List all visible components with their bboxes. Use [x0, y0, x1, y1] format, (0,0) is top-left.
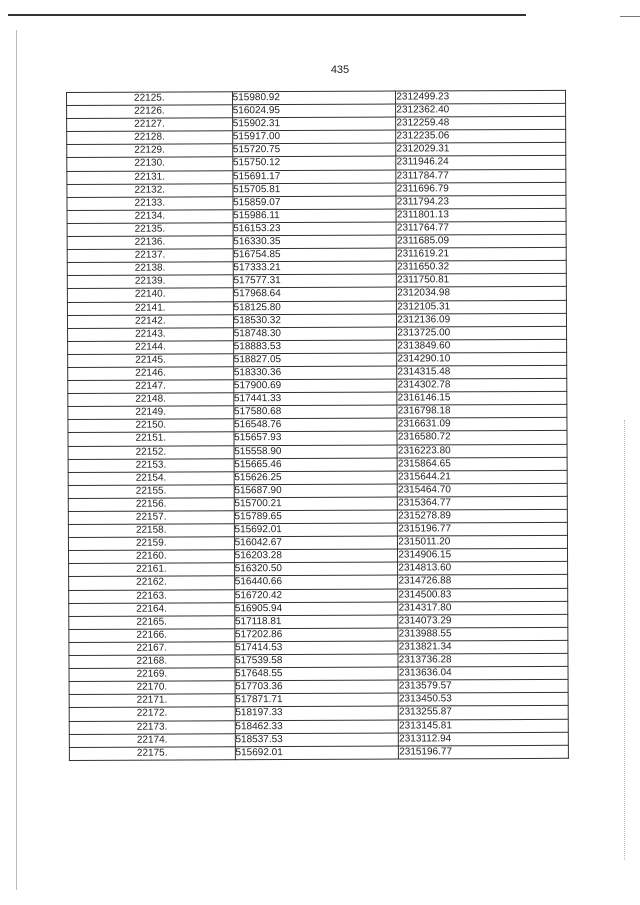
y-coordinate-cell: 2315011.20 — [398, 536, 568, 550]
y-coordinate-cell: 2313736.28 — [398, 653, 568, 667]
x-coordinate-cell: 515705.81 — [233, 183, 397, 197]
point-id-cell: 22171. — [69, 694, 235, 708]
point-id-cell: 22159. — [68, 537, 234, 551]
y-coordinate-cell: 2311764.77 — [396, 221, 566, 235]
y-coordinate-cell: 2314073.29 — [398, 614, 568, 628]
coordinates-table — [66, 90, 569, 761]
x-coordinate-cell: 518748.30 — [233, 327, 397, 341]
x-coordinate-cell: 517118.81 — [234, 615, 398, 629]
point-id-cell: 22133. — [67, 197, 233, 211]
left-margin-rule — [16, 30, 17, 890]
y-coordinate-cell: 2316146.15 — [397, 391, 567, 405]
point-id-cell: 22152. — [68, 445, 234, 459]
y-coordinate-cell: 2311801.13 — [396, 208, 566, 222]
y-coordinate-cell: 2311794.23 — [396, 195, 566, 209]
y-coordinate-cell: 2315864.65 — [397, 457, 567, 471]
y-coordinate-cell: 2311750.81 — [397, 274, 567, 288]
x-coordinate-cell: 518197.33 — [235, 706, 399, 720]
y-coordinate-cell: 2313255.87 — [398, 706, 568, 720]
point-id-cell: 22155. — [68, 485, 234, 499]
point-id-cell: 22162. — [69, 576, 235, 590]
y-coordinate-cell: 2313725.00 — [397, 326, 567, 340]
point-id-cell: 22167. — [69, 642, 235, 656]
y-coordinate-cell: 2316580.72 — [397, 431, 567, 445]
point-id-cell: 22158. — [68, 524, 234, 538]
y-coordinate-cell: 2313450.53 — [398, 693, 568, 707]
x-coordinate-cell: 515700.21 — [234, 497, 398, 511]
x-coordinate-cell: 516754.85 — [233, 248, 397, 262]
point-id-cell: 22170. — [69, 681, 235, 695]
x-coordinate-cell: 518530.32 — [233, 314, 397, 328]
y-coordinate-cell: 2313849.60 — [397, 339, 567, 353]
point-id-cell: 22125. — [67, 92, 233, 106]
point-id-cell: 22141. — [67, 301, 233, 315]
y-coordinate-cell: 2315196.77 — [398, 522, 568, 536]
y-coordinate-cell: 2314500.83 — [398, 588, 568, 602]
x-coordinate-cell: 516203.28 — [234, 549, 398, 563]
x-coordinate-cell: 515687.90 — [234, 484, 398, 498]
point-id-cell: 22157. — [68, 511, 234, 525]
y-coordinate-cell: 2311696.79 — [396, 182, 566, 196]
x-coordinate-cell: 516042.67 — [234, 536, 398, 550]
point-id-cell: 22148. — [68, 393, 234, 407]
point-id-cell: 22146. — [68, 367, 234, 381]
point-id-cell: 22136. — [67, 236, 233, 250]
y-coordinate-cell: 2314290.10 — [397, 352, 567, 366]
point-id-cell: 22127. — [67, 118, 233, 132]
y-coordinate-cell: 2312235.06 — [396, 130, 566, 144]
top-rule-right — [620, 16, 640, 17]
y-coordinate-cell: 2311946.24 — [396, 156, 566, 170]
y-coordinate-cell: 2312034.98 — [397, 287, 567, 301]
x-coordinate-cell: 516440.66 — [234, 576, 398, 590]
x-coordinate-cell: 517202.86 — [234, 628, 398, 642]
point-id-cell: 22151. — [68, 432, 234, 446]
y-coordinate-cell: 2313988.55 — [398, 627, 568, 641]
point-id-cell: 22137. — [67, 249, 233, 263]
x-coordinate-cell: 517580.68 — [233, 405, 397, 419]
point-id-cell: 22168. — [69, 655, 235, 669]
y-coordinate-cell: 2316223.80 — [397, 444, 567, 458]
point-id-cell: 22156. — [68, 498, 234, 512]
y-coordinate-cell: 2311619.21 — [396, 247, 566, 261]
y-coordinate-cell: 2313579.57 — [398, 680, 568, 694]
x-coordinate-cell: 515657.93 — [234, 431, 398, 445]
point-id-cell: 22140. — [67, 288, 233, 302]
point-id-cell: 22143. — [68, 327, 234, 341]
top-rule — [8, 14, 526, 16]
y-coordinate-cell: 2316798.18 — [397, 405, 567, 419]
x-coordinate-cell: 515902.31 — [232, 117, 396, 131]
point-id-cell: 22129. — [67, 144, 233, 158]
point-id-cell: 22164. — [69, 602, 235, 616]
y-coordinate-cell: 2314315.48 — [397, 365, 567, 379]
point-id-cell: 22128. — [67, 131, 233, 145]
x-coordinate-cell: 515626.25 — [234, 471, 398, 485]
x-coordinate-cell: 515917.00 — [232, 130, 396, 144]
x-coordinate-cell: 517968.64 — [233, 287, 397, 301]
x-coordinate-cell: 515665.46 — [234, 458, 398, 472]
y-coordinate-cell: 2315644.21 — [397, 470, 567, 484]
point-id-cell: 22132. — [67, 183, 233, 197]
y-coordinate-cell: 2313636.04 — [398, 666, 568, 680]
x-coordinate-cell: 517871.71 — [235, 693, 399, 707]
point-id-cell: 22139. — [67, 275, 233, 289]
x-coordinate-cell: 516153.23 — [233, 222, 397, 236]
x-coordinate-cell: 516024.95 — [232, 104, 396, 118]
x-coordinate-cell: 516548.76 — [234, 418, 398, 432]
y-coordinate-cell: 2316631.09 — [397, 418, 567, 432]
y-coordinate-cell: 2311650.32 — [397, 261, 567, 275]
y-coordinate-cell: 2315196.77 — [399, 745, 569, 759]
x-coordinate-cell: 515986.11 — [233, 209, 397, 223]
y-coordinate-cell: 2312259.48 — [396, 117, 566, 131]
y-coordinate-cell: 2313145.81 — [399, 719, 569, 733]
x-coordinate-cell: 517577.31 — [233, 274, 397, 288]
point-id-cell: 22175. — [69, 746, 235, 760]
x-coordinate-cell: 518537.53 — [235, 733, 399, 747]
y-coordinate-cell: 2314302.78 — [397, 378, 567, 392]
y-coordinate-cell: 2313112.94 — [399, 732, 569, 746]
x-coordinate-cell: 517333.21 — [233, 261, 397, 275]
x-coordinate-cell: 517441.33 — [233, 392, 397, 406]
x-coordinate-cell: 515692.01 — [234, 523, 398, 537]
x-coordinate-cell: 515558.90 — [234, 445, 398, 459]
point-id-cell: 22130. — [67, 157, 233, 171]
y-coordinate-cell: 2315464.70 — [398, 483, 568, 497]
y-coordinate-cell: 2312362.40 — [396, 103, 566, 117]
y-coordinate-cell: 2314726.88 — [398, 575, 568, 589]
x-coordinate-cell: 516905.94 — [234, 602, 398, 616]
point-id-cell: 22161. — [69, 563, 235, 577]
y-coordinate-cell: 2314906.15 — [398, 549, 568, 563]
point-id-cell: 22126. — [67, 105, 233, 119]
y-coordinate-cell: 2313821.34 — [398, 640, 568, 654]
point-id-cell: 22134. — [67, 210, 233, 224]
y-coordinate-cell: 2311784.77 — [396, 169, 566, 183]
page-number: 435 — [330, 64, 350, 76]
x-coordinate-cell: 516320.50 — [234, 562, 398, 576]
x-coordinate-cell: 515750.12 — [232, 157, 396, 171]
x-coordinate-cell: 515789.65 — [234, 510, 398, 524]
y-coordinate-cell: 2311685.09 — [396, 234, 566, 248]
coordinates-table-body — [67, 90, 569, 760]
point-id-cell: 22169. — [69, 668, 235, 682]
point-id-cell: 22131. — [67, 170, 233, 184]
x-coordinate-cell: 515720.75 — [232, 143, 396, 157]
point-id-cell: 22142. — [67, 314, 233, 328]
x-coordinate-cell: 515691.17 — [232, 170, 396, 184]
x-coordinate-cell: 515980.92 — [232, 91, 396, 105]
point-id-cell: 22173. — [69, 720, 235, 734]
table-row — [69, 745, 568, 760]
x-coordinate-cell: 515692.01 — [235, 746, 399, 760]
x-coordinate-cell: 518827.05 — [233, 353, 397, 367]
x-coordinate-cell: 516720.42 — [234, 589, 398, 603]
x-coordinate-cell: 518883.53 — [233, 340, 397, 354]
point-id-cell: 22160. — [69, 550, 235, 564]
point-id-cell: 22154. — [68, 471, 234, 485]
x-coordinate-cell: 515859.07 — [233, 196, 397, 210]
point-id-cell: 22145. — [68, 354, 234, 368]
x-coordinate-cell: 517539.58 — [235, 654, 399, 668]
x-coordinate-cell: 518462.33 — [235, 720, 399, 734]
point-id-cell: 22172. — [69, 707, 235, 721]
x-coordinate-cell: 517703.36 — [235, 680, 399, 694]
point-id-cell: 22153. — [68, 458, 234, 472]
point-id-cell: 22163. — [69, 589, 235, 603]
y-coordinate-cell: 2312029.31 — [396, 143, 566, 157]
y-coordinate-cell: 2314813.60 — [398, 562, 568, 576]
point-id-cell: 22166. — [69, 629, 235, 643]
x-coordinate-cell: 517900.69 — [233, 379, 397, 393]
y-coordinate-cell: 2312136.09 — [397, 313, 567, 327]
y-coordinate-cell: 2312105.31 — [397, 300, 567, 314]
right-margin-dots — [624, 420, 625, 860]
y-coordinate-cell: 2314317.80 — [398, 601, 568, 615]
point-id-cell: 22150. — [68, 419, 234, 433]
x-coordinate-cell: 518125.80 — [233, 301, 397, 315]
point-id-cell: 22174. — [69, 733, 235, 747]
x-coordinate-cell: 517414.53 — [235, 641, 399, 655]
point-id-cell: 22149. — [68, 406, 234, 420]
point-id-cell: 22165. — [69, 616, 235, 630]
point-id-cell: 22135. — [67, 223, 233, 237]
point-id-cell: 22138. — [67, 262, 233, 276]
point-id-cell: 22147. — [68, 380, 234, 394]
y-coordinate-cell: 2312499.23 — [396, 90, 566, 104]
point-id-cell: 22144. — [68, 341, 234, 355]
x-coordinate-cell: 518330.36 — [233, 366, 397, 380]
x-coordinate-cell: 517648.55 — [235, 667, 399, 681]
y-coordinate-cell: 2315364.77 — [398, 496, 568, 510]
y-coordinate-cell: 2315278.89 — [398, 509, 568, 523]
x-coordinate-cell: 516330.35 — [233, 235, 397, 249]
